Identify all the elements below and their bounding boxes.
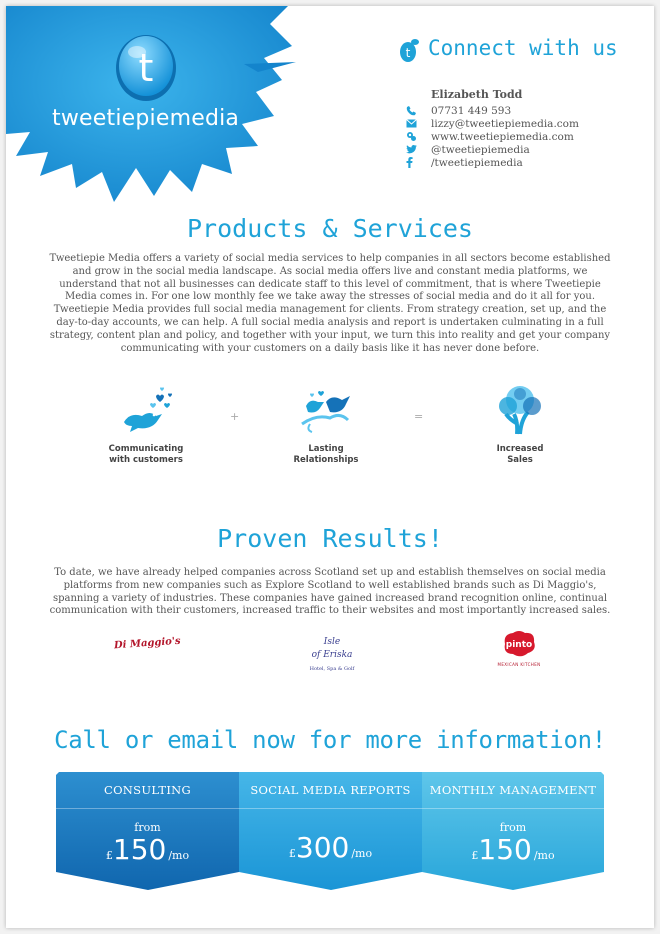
results-heading: Proven Results! — [217, 524, 443, 553]
plus-sign: + — [230, 410, 240, 423]
plan-name: SOCIAL MEDIA REPORTS — [239, 772, 422, 809]
equals-sign: = — [414, 410, 424, 423]
logo-letter: t — [138, 46, 154, 90]
plan-price-block — [239, 809, 422, 864]
phone-number: 07731 449 593 — [431, 104, 512, 117]
plan-social-media-reports[interactable] — [239, 772, 422, 890]
plan-price-block — [56, 809, 239, 866]
plan-unit: /mo — [351, 847, 373, 860]
client-logo-isle-of-eriska: Isle of Eriska Hotel, Spa & Golf — [309, 637, 355, 672]
equation-label: Lasting Relationships — [293, 444, 359, 465]
contact-email[interactable] — [406, 117, 579, 130]
facebook-icon — [406, 157, 431, 168]
plan-name: MONTHLY MANAGEMENT — [422, 772, 604, 809]
website-url: www.tweetiepiemedia.com — [431, 130, 574, 143]
twitter-icon — [406, 145, 431, 154]
phone-icon — [406, 106, 431, 116]
connect-title: Connect with us — [428, 36, 618, 60]
web-icon — [406, 131, 431, 142]
heart-tree-icon — [490, 384, 550, 436]
flyer-page — [6, 6, 654, 928]
contact-phone[interactable] — [406, 104, 579, 117]
plan-currency: £ — [288, 847, 296, 860]
svg-text:t: t — [405, 46, 411, 60]
svg-text:pinto: pinto — [505, 640, 533, 650]
contact-facebook[interactable] — [406, 156, 579, 169]
contact-twitter[interactable] — [406, 143, 579, 156]
cta-heading: Call or email now for more information! — [54, 726, 606, 754]
facebook-page: /tweetiepiemedia — [431, 156, 523, 169]
equation-communicating — [86, 384, 206, 466]
pinto-splat-icon — [501, 630, 537, 658]
plan-currency: £ — [105, 849, 113, 862]
equation-sales — [460, 384, 580, 466]
email-address: lizzy@tweetiepiemedia.com — [431, 117, 579, 130]
logo-text: tweetiepiemedia — [52, 106, 240, 131]
equation-relationships — [266, 384, 386, 466]
pricing-table — [56, 772, 604, 890]
contact-list — [406, 104, 579, 169]
plan-unit: /mo — [168, 849, 190, 862]
plan-currency: £ — [471, 849, 479, 862]
results-body: To date, we have already helped companies across Scotland set up and establish themselves on social media platforms from new companies such as Explore Scotland to well established brands such as Di Maggio's, spanning a variety of industries. These companies have gained increased brand recognition online, continual communication with their customers, increased traffic to their websites and most importantly increased sales. — [49, 567, 611, 617]
products-heading: Products & Services — [187, 214, 473, 243]
plan-price-block — [422, 809, 604, 866]
contact-name: Elizabeth Todd — [431, 88, 523, 101]
plan-monthly-management[interactable] — [422, 772, 604, 890]
plan-from-label: from — [134, 821, 161, 834]
egg-logo-icon — [398, 38, 420, 64]
products-body: Tweetiepie Media offers a variety of social media services to help companies in all sectors become established and grow in the social media landscape. As social media offers live and constant media platforms, we understand that not all businesses can dedicate staff to this level of commitment, that is where Tweetiepie Media comes in. For one low monthly fee we take away the stresses of social media and do it all for you. Tweetiepie Media provides full social media management for clients. From strategy creation, set up, and the day-to-day accounts, we can help. A full social media analysis and report is undertaken culminating in a full strategy, content plan and policy, and together with your input, we turn this into reality and get your company communicating with your customers on a daily basis like it has never done before. — [49, 253, 611, 354]
contact-website[interactable] — [406, 130, 579, 143]
mail-icon — [406, 119, 431, 128]
plan-amount: 300 — [295, 831, 350, 864]
logo-splash — [6, 6, 296, 206]
plan-amount: 150 — [112, 833, 167, 866]
plan-amount: 150 — [478, 833, 532, 866]
equation-label: Increased Sales — [496, 444, 544, 465]
plan-name: CONSULTING — [56, 772, 239, 809]
twitter-handle: @tweetiepiemedia — [431, 143, 530, 156]
client-logo-pinto — [490, 630, 548, 667]
pinto-tagline: MEXICAN KITCHEN — [497, 662, 541, 667]
plan-consulting[interactable] — [56, 772, 239, 890]
client-logo-dimaggios: Di Maggio's — [113, 635, 181, 652]
plan-from-label: from — [499, 821, 527, 834]
two-birds-branch-icon — [296, 384, 356, 436]
equation-label: Communicating with customers — [108, 444, 184, 465]
plan-unit: /mo — [533, 849, 555, 862]
bird-hearts-icon — [116, 384, 176, 436]
